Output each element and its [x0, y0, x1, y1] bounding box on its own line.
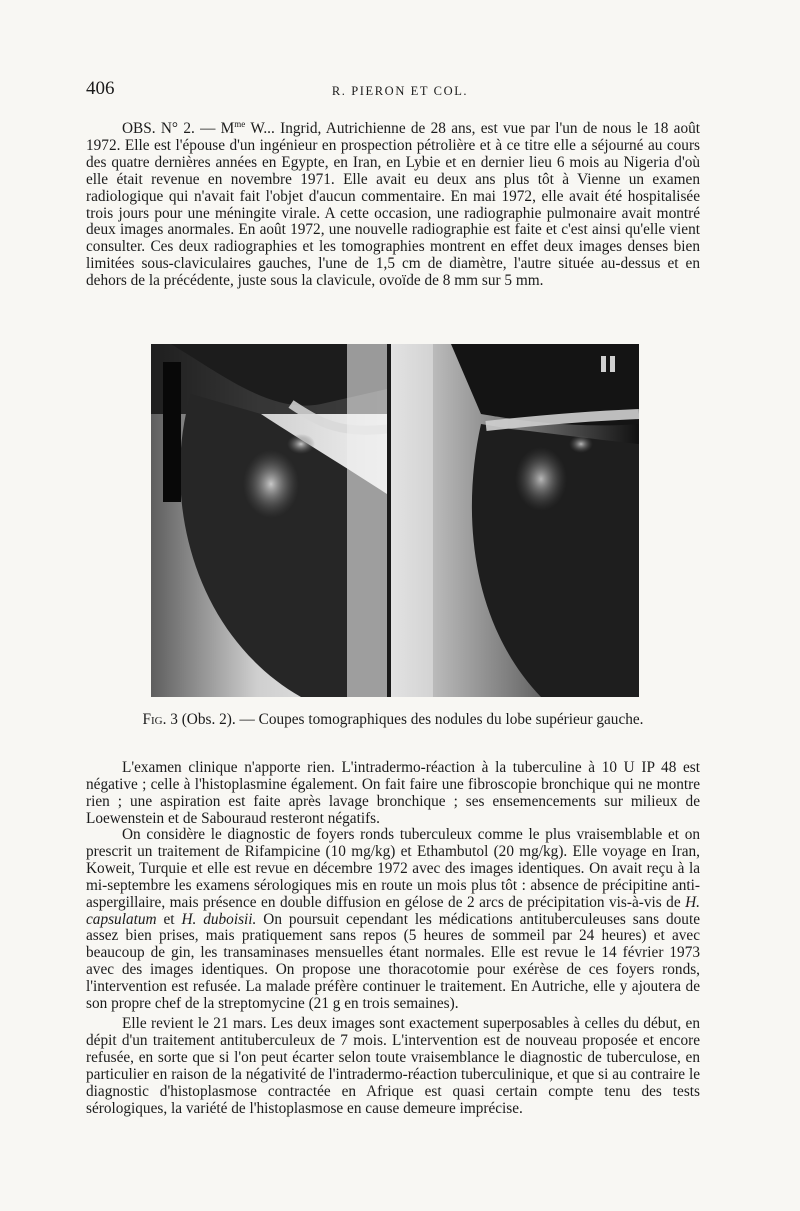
observation-paragraph — [86, 118, 700, 290]
tomogram-right-image — [391, 344, 639, 697]
body-paragraph-3: Elle revient le 21 mars. Les deux images sont exactement superposables à celles du début, en dépit d'un traitement antituberculeux de 7 mois. L'intervention est de nouveau proposée et encore refusée, en sorte que si l'on peut écarter selon toute vraisemblance le diagnostic de tuberculose, en particulier en raison de la négativité de l'intradermo-réaction tuberculinique, et que si au contraire le diagnostic d'histoplasmose contractée en Afrique est quasi certain compte tenu des tests sérologiques, la variété de l'histoplasmose en cause demeure imprécise. — [86, 1015, 700, 1117]
running-title: R. PIERON ET COL. — [331, 84, 469, 98]
tomography-figure — [151, 344, 639, 697]
observation-label-superscript: me — [234, 118, 246, 129]
species-capsulatum: H. capsulatum — [86, 893, 700, 928]
body-paragraph-2-text-a: On considère le diagnostic de foyers ronds tuberculeux comme le plus vraisemblable et on prescrit un traitement de Rifampicine (10 mg/kg) et Ethambutol (20 mg/kg). Elle voyage en Iran, Koweit, Turquie et elle est revue en décembre 1972 avec des images identiques. On avait reçu à la mi-septembre les examens sérologiques mis en route un mois plus tôt : absence de précipitine anti-aspergillaire, mais présence en double diffusion en gélose de 2 arcs de précipitation vis-à-vis de — [86, 826, 700, 911]
observation-label: OBS. N° 2. — M — [122, 120, 235, 137]
figure-caption-text: (Obs. 2). — Coupes tomographiques des nodules du lobe supérieur gauche. — [177, 711, 644, 728]
body-paragraph-2-text-c: On poursuit cependant les médications antituberculeuses sans doute assez bien prises, mais pratiquement sans repos (5 heures de sommeil par 24 heures) et avec beaucoup de gin, les transaminases mensuelles étant normales. Elle est revue le 14 février 1973 avec des images identiques. On propose une thoracotomie pour exérèse de ces foyers ronds, l'intervention est refusée. La malade préfère continuer le traitement. En Autriche, elle y ajoutera de son propre chef de la streptomycine (21 g en trois semaines). — [86, 910, 700, 1013]
observation-text: W... Ingrid, Autrichienne de 28 ans, est vue par l'un de nous le 18 août 1972. Elle est l'épouse d'un ingénieur en prospection pétrolière et à ce titre elle a séjourné au cours des quatre dernières années en Egypte, en Iran, en Lybie et en dernier lieu 6 mois au Nigeria d'où elle était revenue en novembre 1971. Elle avait eu deux ans plus tôt à Vienne un examen radiologique qui n'avait fait l'objet d'aucun commentaire. En mai 1972, elle avait été hospitalisée trois jours pour une méningite virale. A cette occasion, une radiographie pulmonaire avait montré deux images anormales. En août 1972, une nouvelle radiographie est faite et c'est ainsi qu'elle vient consulter. Ces deux radiographies et les tomographies montrent en effet deux images denses bien limitées sous-claviculaires gauches, l'une de 1,5 cm de diamètre, l'autre située au-dessus et en dehors de la précédente, juste sous la clavicule, ovoïde de 8 mm sur 5 mm. — [86, 120, 700, 290]
figure-label: Fig. 3 — [142, 711, 178, 728]
body-paragraph-1: L'examen clinique n'apporte rien. L'intradermo-réaction à la tuberculine à 10 U IP 48 est négative ; celle à l'histoplasmine également. On fait faire une fibroscopie bronchique qui ne montre rien ; une aspiration est faite après lavage bronchique ; ses ensemencements sur milieux de Loewenstein et de Sabouraud resteront négatifs. — [86, 759, 700, 827]
species-duboisii: H. duboisii. — [181, 910, 257, 928]
body-paragraph-2-text-b: et — [156, 910, 182, 928]
figure-caption — [86, 711, 700, 729]
tomogram-left-image — [151, 344, 387, 697]
page-number: 406 — [86, 78, 115, 99]
body-paragraph-2 — [86, 827, 700, 1013]
